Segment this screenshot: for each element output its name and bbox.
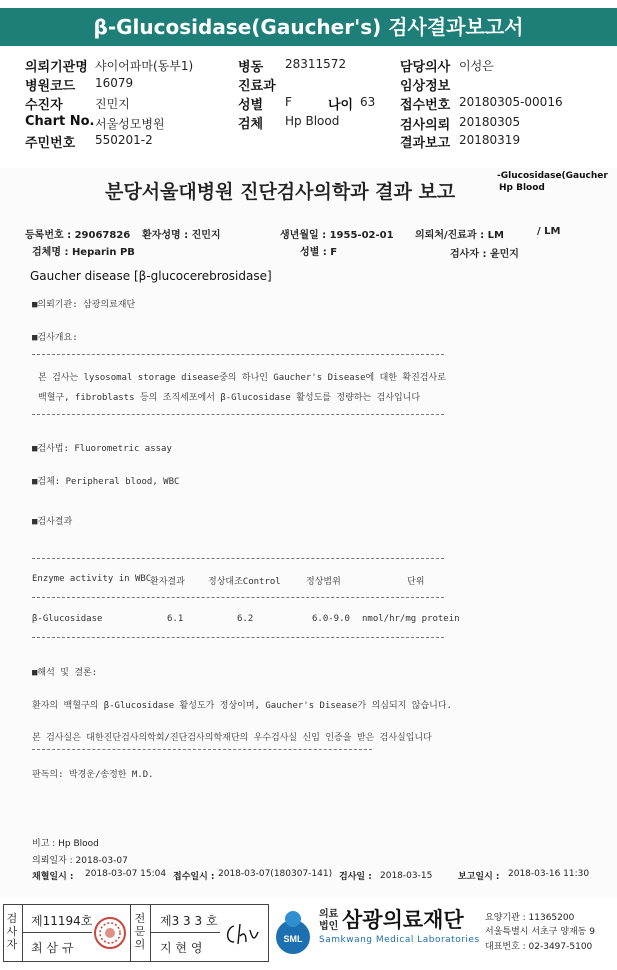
logo-badge-text: SML: [283, 934, 303, 944]
corp-label-bottom: 법인: [319, 921, 339, 932]
org-value: 샤이어파마(동부1): [95, 59, 194, 73]
birth-date: 생년월일 : 1955-02-01: [280, 230, 394, 241]
patient-info-panel: [0, 52, 617, 152]
ward-value: 28311572: [285, 57, 347, 71]
request-value: 20180305: [459, 115, 521, 129]
table-header-range: 정상범위: [306, 577, 341, 587]
reg-no: 등록번호 : 29067826: [25, 230, 131, 241]
tester-license: 제11194호: [31, 914, 93, 928]
overview-heading: ■검사개요:: [32, 333, 78, 343]
specialist-vertical-char: 문: [134, 925, 146, 938]
specialist-license: 제3 3 3 호: [160, 914, 218, 928]
table-header-unit: 단위: [407, 577, 425, 587]
receipt-label: 접수번호: [400, 98, 451, 113]
org-line: ■의뢰기관: 삼광의료재단: [32, 300, 136, 310]
overview-line1: 본 검사는 lysosomal storage disease중의 하나인 Gaucher's Disease에 대한 확진검사로: [38, 373, 446, 383]
seal-stamp-icon: [93, 913, 127, 953]
foundation-name: 삼광의료재단: [342, 908, 464, 932]
test-name: Gaucher disease [β-glucocerebrosidase]: [30, 269, 272, 283]
tester-vertical-char: 사: [6, 925, 18, 938]
corp-label: [319, 909, 338, 933]
table-cell-control: 6.2: [237, 614, 254, 624]
reader: 판독의: 박경운/송정한 M.D.: [32, 770, 154, 780]
report-side-label: [497, 170, 608, 194]
table-cell-range: 6.0-9.0: [312, 614, 350, 624]
sex-value: F: [285, 95, 292, 109]
divider: [32, 597, 444, 598]
clinical-label: 임상정보: [400, 79, 451, 94]
tester-vertical-char: 자: [6, 938, 18, 951]
chart-value: 서울성모병원: [95, 117, 165, 131]
report-date-label: 보고일시 :: [458, 872, 500, 882]
report-sex: 성별 : F: [300, 247, 338, 258]
interp-line2: 본 검사실은 대한진단검사의학회/진단검사의학재단의 우수검사실 신임 인증을 받은 검사실입니다: [32, 733, 432, 743]
sex-label: 성별: [238, 98, 264, 113]
sample: ■검체: Peripheral blood, WBC: [32, 477, 180, 487]
address: 서울특별시 서초구 양재동 9: [485, 927, 595, 937]
divider: [32, 558, 444, 559]
specialist-vertical-label: [134, 912, 146, 951]
divider: [32, 749, 372, 750]
report-date: 2018-03-16 11:30: [508, 869, 590, 879]
interp-line1: 환자의 백혈구의 β-Glucosidase 활성도가 정상이며, Gaucher's Disease가 의심되지 않습니다.: [32, 701, 452, 711]
foundation-logo-icon: [271, 907, 315, 957]
specialist-vertical-char: 전: [134, 912, 146, 925]
request-date: 의뢰일자 : 2018-03-07: [32, 856, 128, 866]
tester-name: 최 삼 규: [31, 941, 74, 955]
divider: [32, 414, 444, 415]
divider: [150, 905, 151, 961]
specialist-name: 지 현 영: [160, 941, 203, 955]
org-label: 의뢰기관명: [25, 60, 88, 75]
overview-line2: 백혈구, fibroblasts 등의 조직세포에서 β-Glucosidase 활성도를 정량하는 검사입니다: [38, 393, 421, 403]
specimen-name: 검체명 : Heparin PB: [32, 247, 135, 258]
collect-date-label: 채혈일시 :: [32, 872, 74, 882]
collector-label: 수진자: [25, 98, 63, 113]
scan-top-band: [0, 152, 617, 168]
request-label: 검사의뢰: [400, 118, 451, 133]
tester: 검사자 : 윤민지: [450, 249, 519, 260]
table-cell-unit: nmol/hr/mg protein: [362, 614, 460, 624]
side-label-line1: -Glucosidase(Gaucher: [497, 171, 608, 181]
specimen-value: Hp Blood: [285, 114, 340, 128]
collect-date: 2018-03-07 15:04: [85, 869, 167, 879]
table-cell-enzyme: β-Glucosidase: [32, 614, 103, 624]
code-label: 병원코드: [25, 79, 76, 94]
dept-label: 진료과: [238, 79, 276, 94]
report-label: 결과보고: [400, 136, 451, 151]
requester-dept: / LM: [537, 226, 561, 237]
divider: [32, 354, 444, 355]
code-value: 16079: [95, 76, 134, 90]
requester: 의뢰처/진료과 : LM: [415, 230, 504, 241]
divider: [22, 932, 92, 933]
collector-value: 진민지: [95, 97, 130, 111]
doctor-label: 담당의사: [400, 60, 451, 75]
doctor-value: 이성은: [459, 59, 494, 73]
interp-heading: ■해석 및 결론:: [32, 668, 98, 678]
tester-vertical-label: [6, 912, 18, 951]
divider: [150, 932, 220, 933]
scanned-report: [0, 152, 617, 897]
divider: [130, 905, 131, 961]
age-value: 63: [360, 95, 376, 109]
remark: 비고 : Hp Blood: [32, 839, 99, 849]
signature-icon: [222, 918, 262, 952]
receipt-date-label: 접수일시 :: [173, 872, 215, 882]
test-date-label: 검사일 :: [339, 872, 372, 882]
ward-label: 병동: [238, 60, 264, 75]
patient-name: 환자성명 : 진민지: [142, 230, 221, 241]
institution-code: 요양기관 : 11365200: [485, 913, 575, 923]
divider: [32, 637, 444, 638]
rrn-value: 550201-2: [95, 133, 153, 147]
table-header-enzyme: Enzyme activity in WBC: [32, 574, 152, 584]
result-heading: ■검사결과: [32, 517, 73, 527]
report-title: 분당서울대병원 진단검사의학과 결과 보고: [105, 181, 456, 203]
method: ■검사법: Fluorometric assay: [32, 444, 172, 454]
report-header: β-Glucosidase(Gaucher's) 검사결과보고서: [0, 8, 617, 46]
side-label-line2: Hp Blood: [499, 183, 545, 193]
report-value: 20180319: [459, 133, 521, 147]
table-cell-result: 6.1: [167, 614, 184, 624]
rrn-label: 주민번호: [25, 136, 76, 151]
test-date: 2018-03-15: [380, 871, 433, 881]
phone: 대표번호 : 02-3497-5100: [485, 942, 593, 952]
receipt-value: 20180305-00016: [459, 95, 563, 109]
receipt-date: 2018-03-07(180307-141): [218, 869, 333, 879]
tester-vertical-char: 검: [6, 912, 18, 925]
divider: [22, 905, 23, 961]
specialist-vertical-char: 의: [134, 938, 146, 951]
table-header-result: 환자결과: [150, 577, 185, 587]
chart-label: Chart No.: [25, 114, 95, 129]
corp-label-top: 의료: [319, 909, 339, 920]
foundation-english: Samkwang Medical Laboratories: [319, 935, 480, 945]
age-label: 나이: [328, 98, 354, 113]
specimen-label: 검체: [238, 117, 264, 132]
table-header-control: 정상대조Control: [208, 577, 281, 587]
